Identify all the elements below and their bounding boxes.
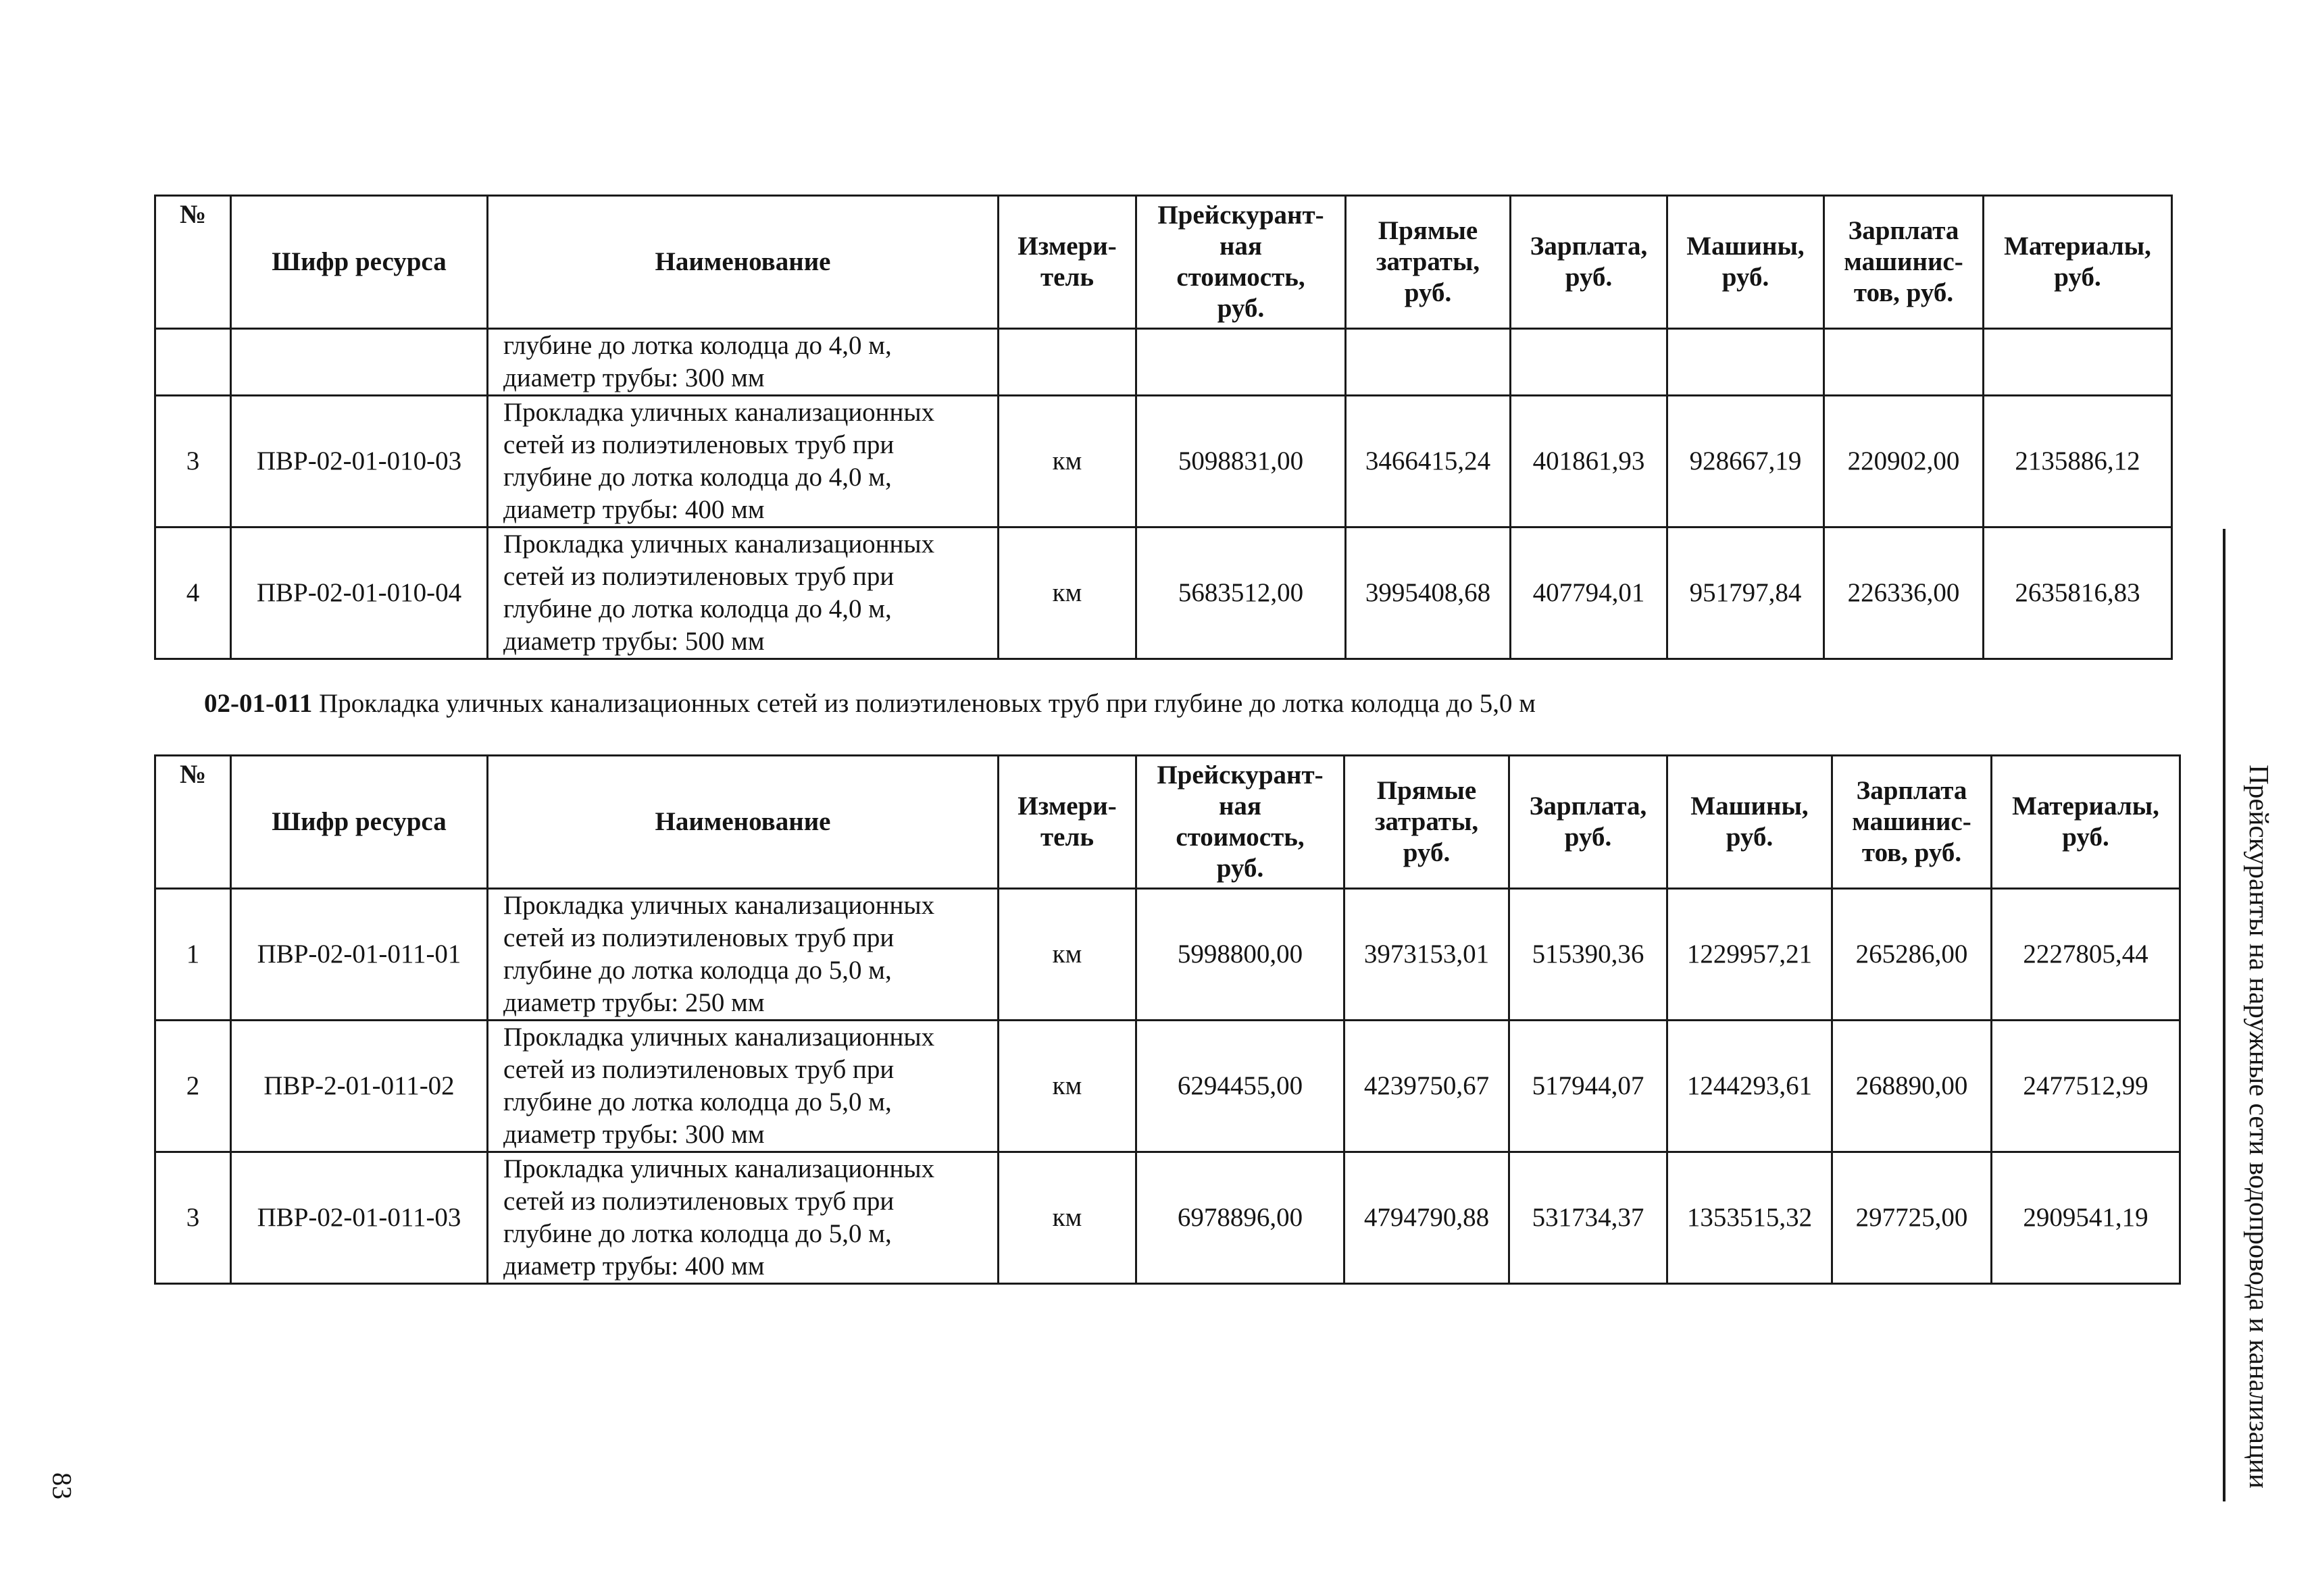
cell-name: Прокладка уличных канализационных сетей из полиэтиленовых труб при глубине до лотка колодца до 4,0 м, диаметр трубы: 400 мм — [488, 396, 999, 527]
cell-price: 5683512,00 — [1136, 527, 1346, 659]
cell-code: ПВР-02-01-010-03 — [231, 396, 488, 527]
section-heading — [204, 688, 1536, 720]
cell-machines: 1353515,32 — [1667, 1152, 1832, 1284]
cell-code: ПВР-02-01-011-01 — [231, 889, 488, 1021]
cell-salary: 531734,37 — [1509, 1152, 1667, 1284]
running-title — [2239, 752, 2280, 1501]
cell-num: 4 — [155, 527, 231, 659]
header-salary: Зарплата, руб. — [1509, 756, 1667, 889]
running-title-text: Прейскуранты на наружные сети водопровода и канализации — [2244, 765, 2275, 1489]
cell-price: 6294455,00 — [1136, 1021, 1344, 1152]
header-name: Наименование — [488, 196, 999, 329]
cell-direct-costs: 3466415,24 — [1346, 396, 1511, 527]
cell-price: 5998800,00 — [1136, 889, 1344, 1021]
cell-num — [155, 329, 231, 396]
cell-code: ПВР-02-01-011-03 — [231, 1152, 488, 1284]
header-unit: Измери- тель — [999, 196, 1136, 329]
header-salary: Зарплата, руб. — [1511, 196, 1667, 329]
cell-price — [1136, 329, 1346, 396]
cell-unit — [999, 329, 1136, 396]
cell-materials — [1984, 329, 2172, 396]
cell-num: 2 — [155, 1021, 231, 1152]
table-row — [155, 1152, 2180, 1284]
cell-materials: 2135886,12 — [1984, 396, 2172, 527]
table-row — [155, 527, 2172, 659]
section-code: 02-01-011 — [204, 689, 313, 718]
header-machines: Машины, руб. — [1667, 196, 1824, 329]
price-table-02-01-011 — [154, 754, 2181, 1285]
cell-salary: 407794,01 — [1511, 527, 1667, 659]
cell-direct-costs: 3973153,01 — [1344, 889, 1509, 1021]
side-divider-line — [2223, 529, 2225, 1501]
header-name: Наименование — [488, 756, 999, 889]
header-materials: Материалы, руб. — [1992, 756, 2180, 889]
cell-operator-salary — [1824, 329, 1984, 396]
cell-machines: 1244293,61 — [1667, 1021, 1832, 1152]
cell-name: глубине до лотка колодца до 4,0 м, диаметр трубы: 300 мм — [488, 329, 999, 396]
section-title: Прокладка уличных канализационных сетей из полиэтиленовых труб при глубине до лотка колодца до 5,0 м — [319, 689, 1536, 718]
cell-code: ПВР-2-01-011-02 — [231, 1021, 488, 1152]
table-row-continuation — [155, 329, 2172, 396]
price-table-02-01-010 — [154, 195, 2173, 660]
cell-operator-salary: 265286,00 — [1832, 889, 1992, 1021]
page-number — [42, 1459, 82, 1513]
header-direct-costs: Прямые затраты, руб. — [1344, 756, 1509, 889]
cell-name: Прокладка уличных канализационных сетей из полиэтиленовых труб при глубине до лотка колодца до 5,0 м, диаметр трубы: 300 мм — [488, 1021, 999, 1152]
cell-num: 3 — [155, 396, 231, 527]
table-row — [155, 1021, 2180, 1152]
table-row — [155, 889, 2180, 1021]
cell-direct-costs: 4239750,67 — [1344, 1021, 1509, 1152]
header-operator-salary: Зарплата машинис- тов, руб. — [1824, 196, 1984, 329]
cell-salary: 401861,93 — [1511, 396, 1667, 527]
cell-unit: км — [999, 396, 1136, 527]
cell-machines: 928667,19 — [1667, 396, 1824, 527]
cell-operator-salary: 297725,00 — [1832, 1152, 1992, 1284]
header-materials: Материалы, руб. — [1984, 196, 2172, 329]
cell-direct-costs: 4794790,88 — [1344, 1152, 1509, 1284]
cell-materials: 2227805,44 — [1992, 889, 2180, 1021]
header-num: № — [155, 756, 231, 889]
header-unit: Измери- тель — [999, 756, 1136, 889]
cell-materials: 2477512,99 — [1992, 1021, 2180, 1152]
cell-salary: 515390,36 — [1509, 889, 1667, 1021]
cell-name: Прокладка уличных канализационных сетей из полиэтиленовых труб при глубине до лотка колодца до 4,0 м, диаметр трубы: 500 мм — [488, 527, 999, 659]
cell-operator-salary: 220902,00 — [1824, 396, 1984, 527]
header-machines: Машины, руб. — [1667, 756, 1832, 889]
cell-num: 1 — [155, 889, 231, 1021]
cell-unit: км — [999, 1152, 1136, 1284]
table-header-row — [155, 196, 2172, 329]
cell-unit: км — [999, 889, 1136, 1021]
cell-materials: 2909541,19 — [1992, 1152, 2180, 1284]
table-header-row — [155, 756, 2180, 889]
header-price: Прейскурант- ная стоимость, руб. — [1136, 756, 1344, 889]
cell-materials: 2635816,83 — [1984, 527, 2172, 659]
cell-salary — [1511, 329, 1667, 396]
cell-machines: 951797,84 — [1667, 527, 1824, 659]
cell-operator-salary: 226336,00 — [1824, 527, 1984, 659]
cell-unit: км — [999, 1021, 1136, 1152]
cell-code: ПВР-02-01-010-04 — [231, 527, 488, 659]
cell-code — [231, 329, 488, 396]
cell-direct-costs — [1346, 329, 1511, 396]
header-code: Шифр ресурса — [231, 756, 488, 889]
cell-direct-costs: 3995408,68 — [1346, 527, 1511, 659]
header-num: № — [155, 196, 231, 329]
cell-operator-salary: 268890,00 — [1832, 1021, 1992, 1152]
cell-unit: км — [999, 527, 1136, 659]
cell-machines: 1229957,21 — [1667, 889, 1832, 1021]
cell-name: Прокладка уличных канализационных сетей из полиэтиленовых труб при глубине до лотка колодца до 5,0 м, диаметр трубы: 400 мм — [488, 1152, 999, 1284]
cell-price: 5098831,00 — [1136, 396, 1346, 527]
header-code: Шифр ресурса — [231, 196, 488, 329]
header-direct-costs: Прямые затраты, руб. — [1346, 196, 1511, 329]
header-operator-salary: Зарплата машинис- тов, руб. — [1832, 756, 1992, 889]
cell-num: 3 — [155, 1152, 231, 1284]
table-row — [155, 396, 2172, 527]
cell-machines — [1667, 329, 1824, 396]
cell-salary: 517944,07 — [1509, 1021, 1667, 1152]
cell-price: 6978896,00 — [1136, 1152, 1344, 1284]
page-number-text: 83 — [47, 1472, 78, 1499]
header-price: Прейскурант- ная стоимость, руб. — [1136, 196, 1346, 329]
cell-name: Прокладка уличных канализационных сетей из полиэтиленовых труб при глубине до лотка колодца до 5,0 м, диаметр трубы: 250 мм — [488, 889, 999, 1021]
